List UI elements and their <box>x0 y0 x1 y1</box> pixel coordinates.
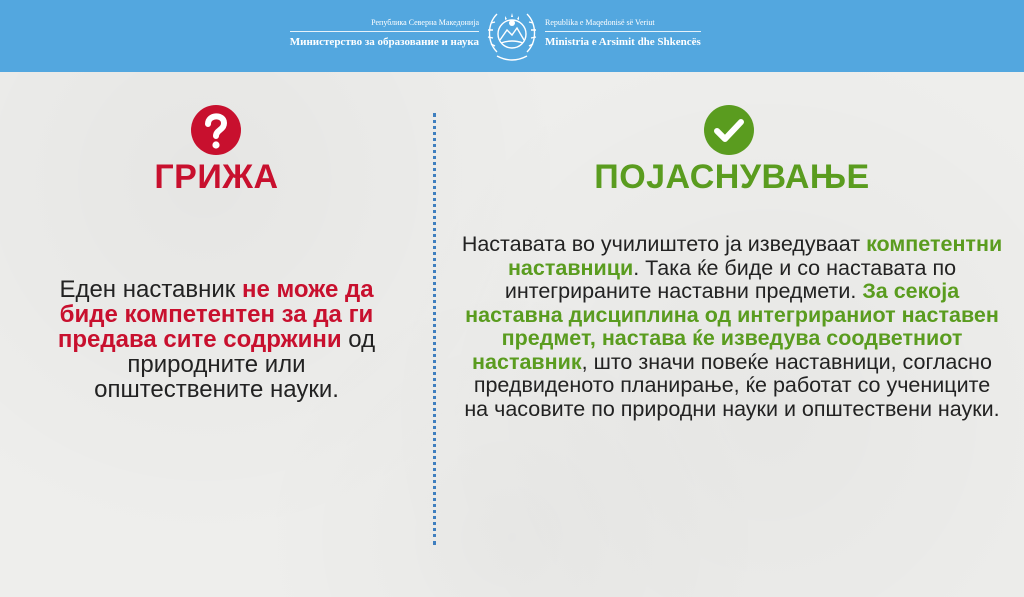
clarification-title: ПОЈАСНУВАЊЕ <box>594 158 870 196</box>
country-name-sq: Republika e Maqedonisë së Veriut <box>545 18 701 32</box>
ministry-name-sq: Ministria e Arsimit dhe Shkencës <box>545 36 701 48</box>
clarification-text <box>460 233 1004 421</box>
concern-text-part: Еден наставник <box>59 276 242 303</box>
ministry-name-macedonian <box>290 18 479 49</box>
question-mark-icon <box>190 104 242 156</box>
concern-text-part: од природните или општествените науки. <box>94 326 376 403</box>
clarification-text-highlight: За секоја наставна дисциплина од интегрираниот наставен предмет, настава ќе изведува соодветниот наставник <box>465 279 999 374</box>
clarification-text-part: . Така ќе биде и со наставата по интегрираните наставни предмети. <box>504 255 957 303</box>
ministry-name-albanian <box>545 18 701 49</box>
concern-title: ГРИЖА <box>154 158 279 196</box>
concern-text <box>40 277 393 402</box>
clarification-text-part: , што значи повеќе наставници, согласно предвиденото планирање, ќе работат со учениците на часовите по природни науки и општествени науки. <box>464 349 1000 421</box>
clarification-text-highlight: компетентни наставници <box>507 232 1003 280</box>
check-mark-icon <box>703 104 755 156</box>
column-divider <box>433 113 436 545</box>
ministry-name-mk: Министерство за образование и наука <box>289 36 479 48</box>
header-bar <box>0 0 1024 72</box>
country-name-mk: Република Северна Македонија <box>290 18 479 32</box>
clarification-text-part: Наставата во училиштето ја изведуваат <box>461 232 867 256</box>
concern-text-highlight: не може да биде компетентен за да ги предава сите содржини <box>57 276 374 353</box>
coat-of-arms-icon <box>483 4 541 66</box>
